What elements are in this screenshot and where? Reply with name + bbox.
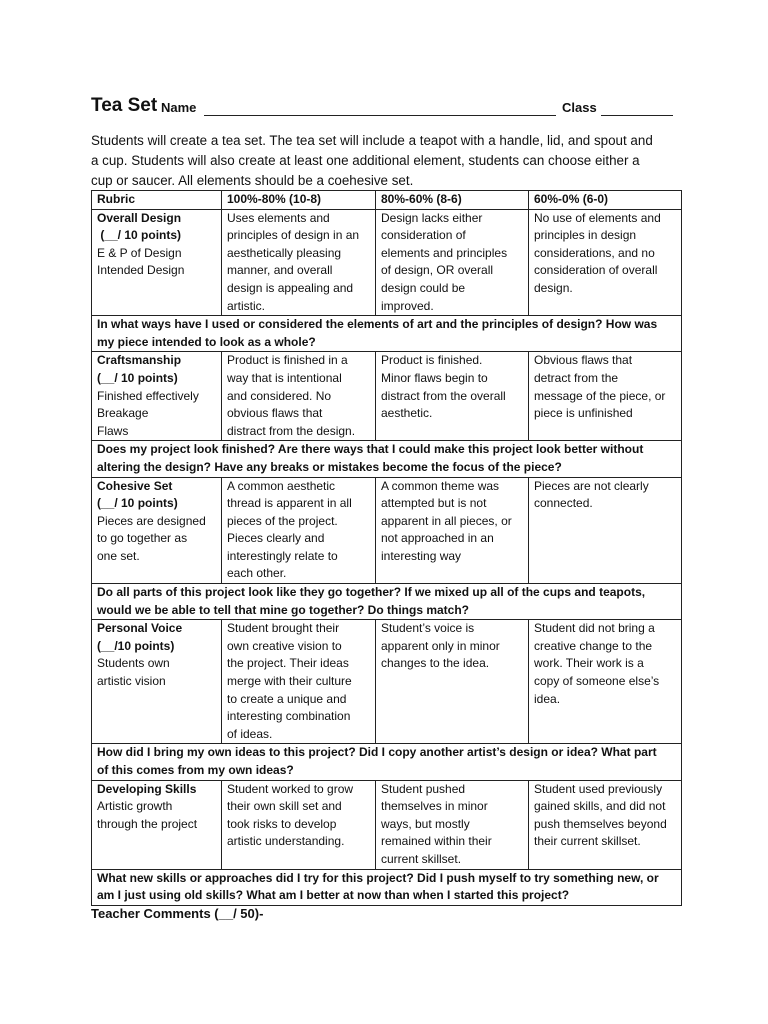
- level-text-line: their current skillset.: [534, 834, 641, 849]
- criterion-detail: Finished effectively: [97, 388, 199, 403]
- level-text-line: design could be: [381, 280, 466, 295]
- level-text-line: Student did not bring a: [534, 621, 655, 636]
- level-text-line: principles of design in an: [227, 228, 360, 243]
- class-blank-line[interactable]: [601, 115, 673, 116]
- level-text-line: to create a unique and: [227, 691, 347, 706]
- level-mid-cell: [376, 477, 529, 584]
- question-line: Do all parts of this project look like they go together? If we mixed up all of the cups and teapots,: [97, 585, 646, 600]
- level-text-line: way that is intentional: [227, 370, 342, 385]
- level-text-line: Uses elements and: [227, 210, 330, 225]
- level-low-cell: [529, 352, 682, 441]
- criterion-detail: one set.: [97, 548, 140, 563]
- question-line: of this comes from my own ideas?: [97, 763, 294, 777]
- header-cell-high: 100%-80% (10-8): [222, 191, 376, 210]
- criterion-points: (__/ 10 points): [97, 228, 182, 243]
- level-text-line: Design lacks either: [381, 210, 483, 225]
- level-text-line: changes to the idea.: [381, 656, 490, 671]
- criterion-detail: Breakage: [97, 406, 149, 421]
- criterion-detail: Intended Design: [97, 263, 185, 278]
- criterion-name: Personal Voice: [97, 621, 183, 636]
- reflection-question-row: [92, 316, 682, 352]
- level-high-cell: [222, 477, 376, 584]
- name-label: Name: [161, 100, 197, 115]
- level-text-line: A common aesthetic: [227, 478, 336, 493]
- level-mid-cell: [376, 620, 529, 744]
- criterion-cell: [92, 477, 222, 584]
- level-text-line: Product is finished.: [381, 353, 483, 368]
- criterion-detail: Artistic growth: [97, 799, 173, 814]
- level-text-line: manner, and overall: [227, 263, 333, 278]
- level-text-line: push themselves beyond: [534, 816, 667, 831]
- criterion-detail: to go together as: [97, 531, 188, 546]
- level-text-line: artistic understanding.: [227, 834, 345, 849]
- level-mid-cell: [376, 352, 529, 441]
- level-text-line: each other.: [227, 566, 287, 581]
- level-text-line: apparent in all pieces, or: [381, 513, 512, 528]
- level-mid-cell: [376, 780, 529, 869]
- class-label: Class: [562, 100, 597, 115]
- criterion-detail: E & P of Design: [97, 245, 182, 260]
- level-text-line: design.: [534, 280, 573, 295]
- level-high-cell: [222, 352, 376, 441]
- level-text-line: of design, OR overall: [381, 263, 494, 278]
- criterion-detail: artistic vision: [97, 674, 166, 689]
- criterion-name: Overall Design: [97, 210, 182, 225]
- intro-line: cup or saucer. All elements should be a coehesive set.: [91, 173, 414, 188]
- page-title: Tea Set: [91, 95, 158, 116]
- level-text-line: own creative vision to: [227, 638, 342, 653]
- level-text-line: Pieces are not clearly: [534, 478, 649, 493]
- question-line: my piece intended to look as a whole?: [97, 334, 316, 349]
- question-line: would we be able to tell that mine go together? Do things match?: [97, 602, 470, 617]
- level-text-line: consideration of overall: [534, 263, 658, 278]
- criterion-row: [92, 209, 682, 316]
- level-text-line: current skillset.: [381, 851, 462, 866]
- criterion-points: (__/ 10 points): [97, 370, 178, 385]
- level-text-line: gained skills, and did not: [534, 799, 666, 814]
- reflection-question-row: [92, 744, 682, 780]
- reflection-question: [92, 441, 682, 477]
- reflection-question-row: [92, 441, 682, 477]
- criterion-row: [92, 477, 682, 584]
- intro-paragraph: [91, 131, 681, 191]
- level-text-line: artistic.: [227, 298, 266, 313]
- level-text-line: piece is unfinished: [534, 406, 633, 421]
- level-text-line: copy of someone else’s: [534, 674, 660, 689]
- level-high-cell: [222, 620, 376, 744]
- level-text-line: connected.: [534, 496, 593, 511]
- question-line: Does my project look finished? Are there ways that I could make this project look better without: [97, 442, 644, 457]
- level-text-line: merge with their culture: [227, 674, 352, 689]
- level-text-line: Product is finished in a: [227, 353, 348, 368]
- criterion-cell: [92, 352, 222, 441]
- level-text-line: Student brought their: [227, 621, 340, 636]
- level-text-line: creative change to the: [534, 638, 653, 653]
- level-text-line: design is appealing and: [227, 280, 354, 295]
- teacher-comments: Teacher Comments (__/ 50)-: [91, 906, 264, 921]
- level-text-line: not approached in an: [381, 531, 494, 546]
- reflection-question: [92, 316, 682, 352]
- criterion-cell: [92, 209, 222, 316]
- header-cell-mid: 80%-60% (8-6): [376, 191, 529, 210]
- level-low-cell: [529, 209, 682, 316]
- level-text-line: pieces of the project.: [227, 513, 338, 528]
- level-text-line: improved.: [381, 298, 434, 313]
- level-text-line: attempted but is not: [381, 496, 487, 511]
- reflection-question: [92, 869, 682, 905]
- header-cell-rubric: Rubric: [92, 191, 222, 210]
- level-low-cell: [529, 780, 682, 869]
- criterion-cell: [92, 620, 222, 744]
- level-text-line: elements and principles: [381, 245, 508, 260]
- criterion-name: Cohesive Set: [97, 478, 173, 493]
- level-text-line: considerations, and no: [534, 245, 655, 260]
- level-text-line: Pieces clearly and: [227, 531, 325, 546]
- criterion-detail: Flaws: [97, 423, 129, 438]
- criterion-detail: Pieces are designed: [97, 513, 206, 528]
- level-text-line: A common theme was: [381, 478, 500, 493]
- level-text-line: Student’s voice is: [381, 621, 475, 636]
- level-text-line: remained within their: [381, 834, 492, 849]
- level-text-line: apparent only in minor: [381, 638, 500, 653]
- level-text-line: Student worked to grow: [227, 781, 354, 796]
- level-text-line: distract from the design.: [227, 423, 356, 438]
- criterion-points: (__/10 points): [97, 638, 175, 653]
- level-low-cell: [529, 620, 682, 744]
- level-text-line: idea.: [534, 691, 561, 706]
- level-text-line: the project. Their ideas: [227, 656, 349, 671]
- level-text-line: detract from the: [534, 370, 619, 385]
- criterion-name: Developing Skills: [97, 781, 197, 796]
- intro-line: Students will create a tea set. The tea set will include a teapot with a handle, lid, and spout and: [91, 133, 653, 148]
- criterion-row: [92, 620, 682, 744]
- level-text-line: No use of elements and: [534, 210, 661, 225]
- level-text-line: Student used previously: [534, 781, 663, 796]
- level-text-line: thread is apparent in all: [227, 496, 352, 511]
- level-text-line: Minor flaws begin to: [381, 370, 488, 385]
- question-line: am I just using old skills? What am I better at now than when I started this project?: [97, 888, 570, 903]
- rubric-header-row: [92, 191, 682, 210]
- criterion-detail: through the project: [97, 816, 198, 831]
- level-text-line: consideration of: [381, 228, 466, 243]
- level-text-line: distract from the overall: [381, 388, 506, 403]
- criterion-row: [92, 352, 682, 441]
- level-text-line: ways, but mostly: [381, 816, 470, 831]
- level-text-line: of ideas.: [227, 726, 273, 741]
- document-header: [91, 95, 681, 119]
- level-text-line: principles in design: [534, 228, 637, 243]
- criterion-cell: [92, 780, 222, 869]
- reflection-question: [92, 744, 682, 780]
- name-blank-line[interactable]: [204, 115, 556, 116]
- header-cell-low: 60%-0% (6-0): [529, 191, 682, 210]
- reflection-question: [92, 584, 682, 620]
- level-text-line: took risks to develop: [227, 816, 337, 831]
- question-line: What new skills or approaches did I try for this project? Did I push myself to try something new, or: [97, 870, 659, 885]
- level-text-line: Student pushed: [381, 781, 466, 796]
- level-mid-cell: [376, 209, 529, 316]
- question-line: How did I bring my own ideas to this project? Did I copy another artist’s design or idea? What part: [97, 745, 657, 760]
- level-text-line: obvious flaws that: [227, 406, 323, 421]
- level-text-line: and considered. No: [227, 388, 332, 403]
- rubric-table: [91, 190, 682, 906]
- level-text-line: interesting combination: [227, 709, 351, 724]
- level-text-line: interestingly relate to: [227, 548, 338, 563]
- reflection-question-row: [92, 584, 682, 620]
- level-text-line: work. Their work is a: [534, 656, 644, 671]
- criterion-detail: Students own: [97, 656, 170, 671]
- criterion-points: (__/ 10 points): [97, 496, 178, 511]
- level-text-line: aesthetic.: [381, 406, 433, 421]
- level-low-cell: [529, 477, 682, 584]
- question-line: altering the design? Have any breaks or mistakes become the focus of the piece?: [97, 459, 562, 474]
- intro-line: a cup. Students will also create at least one additional element, students can choose either a: [91, 153, 640, 168]
- level-text-line: Obvious flaws that: [534, 353, 633, 368]
- criterion-row: [92, 780, 682, 869]
- level-high-cell: [222, 209, 376, 316]
- criterion-name: Craftsmanship: [97, 353, 182, 368]
- question-line: In what ways have I used or considered the elements of art and the principles of design? How was: [97, 317, 658, 332]
- level-text-line: themselves in minor: [381, 799, 488, 814]
- level-text-line: their own skill set and: [227, 799, 342, 814]
- level-high-cell: [222, 780, 376, 869]
- level-text-line: aesthetically pleasing: [227, 245, 342, 260]
- reflection-question-row: [92, 869, 682, 905]
- level-text-line: interesting way: [381, 548, 462, 563]
- level-text-line: message of the piece, or: [534, 388, 666, 403]
